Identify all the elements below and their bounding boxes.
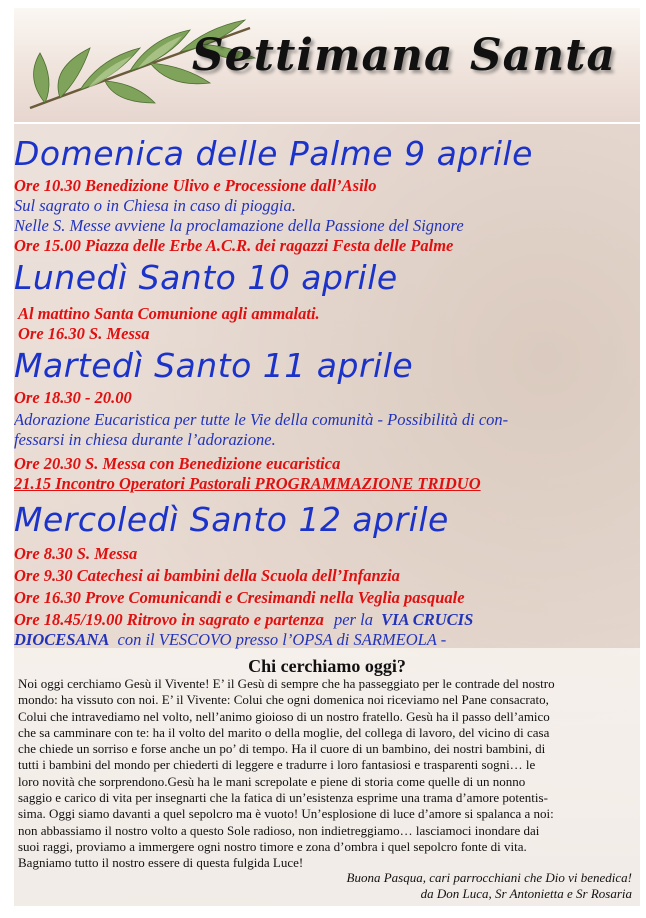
day-title-domenica: Domenica delle Palme 9 aprile — [14, 134, 533, 173]
event-text: con il VESCOVO presso l’OPSA di SARMEOLA - — [117, 630, 447, 649]
event-text: per la — [333, 610, 373, 629]
event-text: DIOCESANA — [14, 630, 110, 649]
header-banner — [14, 8, 640, 122]
event-line: fessarsi in chiesa durante l’adorazione. — [14, 430, 276, 449]
event-line: Ore 8.30 S. Messa — [14, 544, 138, 563]
reflection-line: non abbassiamo il nostro volto a questo Sole radioso, non indietreggiamo… lasciamoci inondare dai — [18, 822, 540, 838]
greeting: Buona Pasqua, cari parrocchiani che Dio vi benedica! — [346, 870, 632, 885]
event-line — [14, 630, 446, 650]
day-title-martedi: Martedì Santo 11 aprile — [14, 346, 414, 385]
event-line: Ore 16.30 Prove Comunicandi e Cresimandi nella Veglia pasquale — [14, 588, 465, 607]
reflection-line: che sa camminare con te: ha il volto del marito o della moglie, del collega di lavoro, del vicino di casa — [18, 724, 550, 740]
reflection-line: saggio e carico di vita per insegnarti che la fatica di un’esistenza esprime una trama d’amore potentis- — [18, 790, 548, 806]
event-line: Ore 16.30 S. Messa — [18, 324, 150, 343]
reflection-heading: Chi cerchiamo oggi? — [248, 656, 406, 676]
reflection-line: tutti i bambini del mondo per chiederti di leggere e tradurre i loro fantasiosi e trasparenti sogni… le — [18, 757, 536, 773]
signature: da Don Luca, Sr Antonietta e Sr Rosaria — [420, 886, 632, 901]
event-line: Adorazione Eucaristica per tutte le Vie della comunità - Possibilità di con- — [14, 410, 509, 429]
reflection-line: che chiede un sorriso e forse anche un po’ di tempo. Ha il cuore di un bambino, dei nostri bambini, di — [18, 741, 546, 757]
event-line: Al mattino Santa Comunione agli ammalati. — [18, 304, 320, 323]
day-title-mercoledi: Mercoledì Santo 12 aprile — [14, 500, 449, 539]
reflection-line: suoi raggi, proviamo a immergere ogni nostro timore e zona d’ombra i quel sepolcro fonte di vita. — [18, 838, 527, 854]
event-text: Ore 18.45/19.00 Ritrovo in sagrato e partenza — [14, 610, 324, 629]
reflection-line: sima. Oggi siamo davanti a quel sepolcro ma è vuoto! Un’esplosione di luce d’amore si spalanca a noi: — [18, 806, 554, 822]
day-title-lunedi: Lunedì Santo 10 aprile — [14, 258, 398, 297]
event-text: VIA CRUCIS — [381, 610, 474, 629]
schedule-panel — [14, 124, 640, 906]
reflection-line: Colui che intravediamo nel volto, nell’animo gioioso di un nostro fratello. Gesù ha il passo dell’amico — [18, 708, 550, 724]
reflection-line: loro novità che sorprendono.Gesù ha le mani screpolate e piene di storia come quelle di un nonno — [18, 773, 526, 789]
event-line: Ore 18.30 - 20.00 — [14, 388, 132, 407]
reflection-line: mondo: ha vissuto con noi. E’ il Vivente: Colui che ogni domenica noi riceviamo nel Pane consacrato, — [18, 692, 549, 708]
event-line: Nelle S. Messe avviene la proclamazione della Passione del Signore — [14, 216, 464, 235]
event-line: Ore 9.30 Catechesi ai bambini della Scuola dell’Infanzia — [14, 566, 400, 585]
event-line — [14, 610, 473, 630]
reflection-line: Noi oggi cerchiamo Gesù il Vivente! E’ il Gesù di sempre che ha passeggiato per le contrade del nostro — [18, 676, 555, 691]
event-line: Ore 10.30 Benedizione Ulivo e Processione dall’Asilo — [14, 176, 377, 195]
reflection-body — [18, 676, 634, 872]
event-line: 21.15 Incontro Operatori Pastorali PROGRAMMAZIONE TRIDUO — [14, 474, 481, 493]
event-line: Ore 15.00 Piazza delle Erbe A.C.R. dei ragazzi Festa delle Palme — [14, 236, 454, 255]
reflection-line: Bagniamo tutto il nostro essere di questa fulgida Luce! — [18, 855, 304, 871]
signature-block — [347, 870, 632, 902]
page-title: Settimana Santa — [191, 30, 616, 81]
event-line: Sul sagrato o in Chiesa in caso di pioggia. — [14, 196, 296, 215]
event-line: Ore 20.30 S. Messa con Benedizione eucaristica — [14, 454, 341, 473]
